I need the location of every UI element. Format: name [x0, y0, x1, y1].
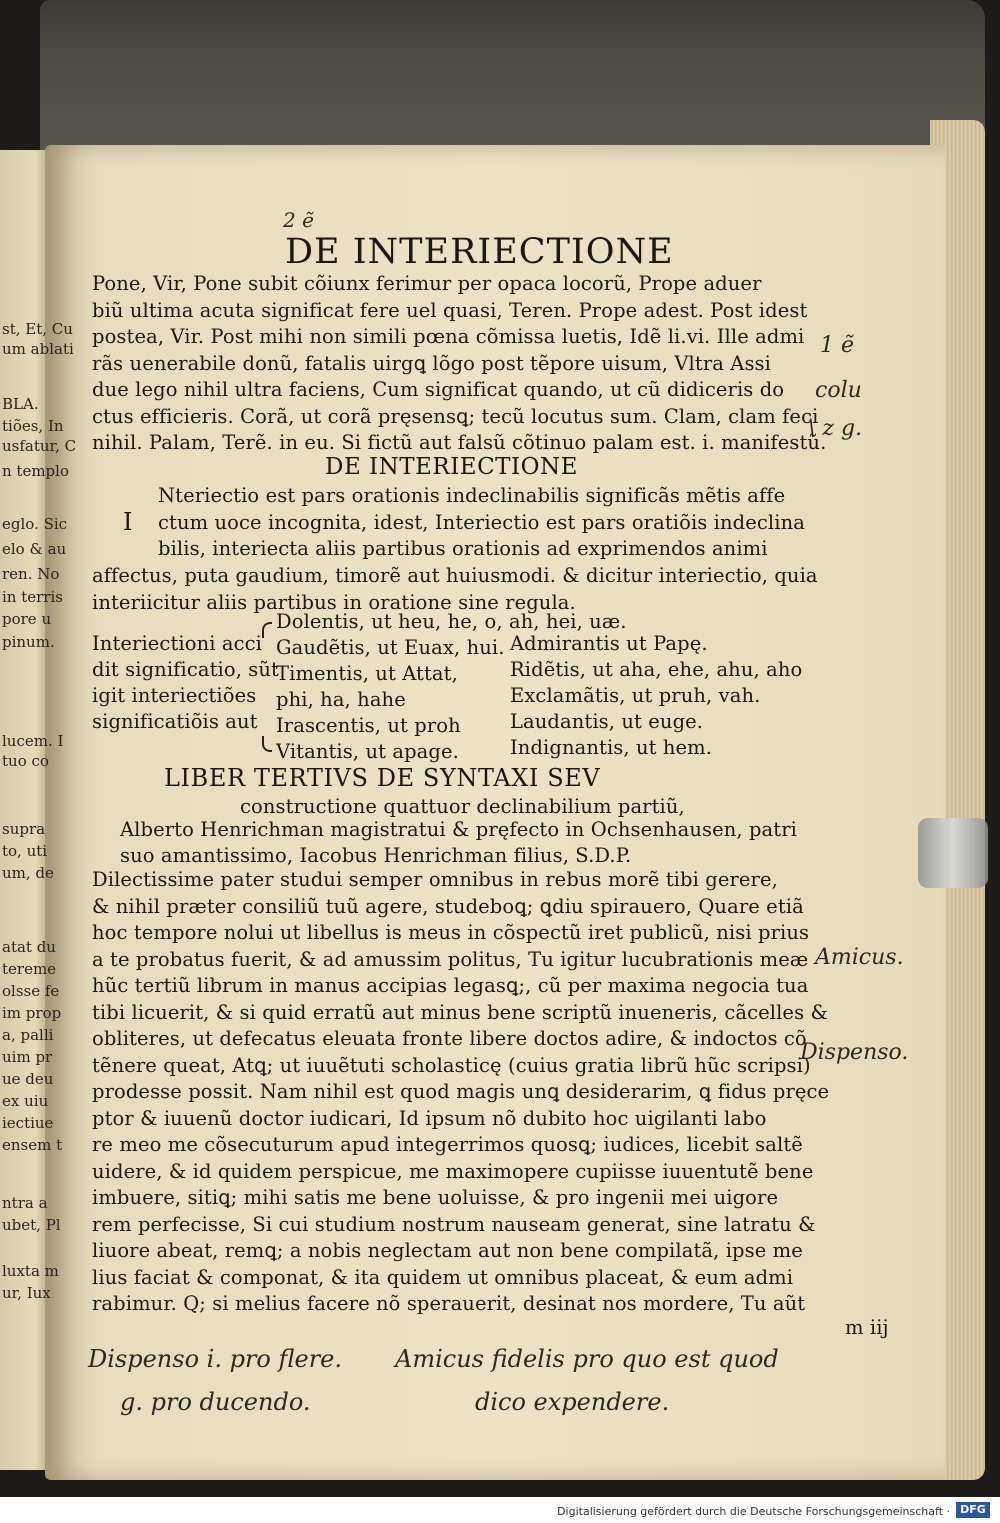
dedication-line: Alberto Henrichman magistratui & pręfecto in Ochsenhausen, patri — [120, 818, 797, 841]
para3-line: Dilectissime pater studui semper omnibus in rebus morẽ tibi gerere, — [92, 868, 778, 891]
margin-note-5: Dispenso. — [800, 1040, 909, 1065]
tbl-mid-line: Irascentis, ut proh — [276, 714, 461, 737]
tbl-mid-line: Dolentis, ut heu, he, o, ah, hei, uæ. — [276, 610, 627, 633]
left-page-fragment: iectiue — [2, 1114, 54, 1132]
left-page-fragment: eglo. Sic — [2, 515, 68, 533]
bottom-note-3: g. pro ducendo. — [120, 1388, 311, 1416]
para2-line: ctum uoce incognita, idest, Interiectio est pars oratiõis indeclina — [158, 510, 805, 534]
left-page-fragment: to, uti — [2, 842, 48, 860]
left-page-fragment: ensem t — [2, 1136, 63, 1154]
para1-line: rãs uenerabile donũ, fatalis uirgꝗ lõgo post tẽpore uisum, Vltra Assi — [92, 351, 771, 375]
left-page-fragment: pinum. — [2, 633, 55, 651]
para3-line: lius faciat & componat, & ita quidem ut omnibus placeat, & eum admi — [92, 1265, 794, 1289]
left-page-fragment: in terris — [2, 588, 63, 606]
left-page-fragment: im prop — [2, 1004, 62, 1022]
margin-note-3: \ z g. — [808, 416, 863, 441]
left-page-fragment: olsse fe — [2, 982, 60, 1000]
para3-line: hũc tertiũ librum in manus accipias legasꝗ;, cũ per maxima negocia tua — [92, 974, 809, 997]
page-clip — [918, 818, 988, 888]
para3-line: & nihil præter consiliũ tuũ agere, studeboꝗ; ꝗdiu spirauero, Quare etiã — [92, 894, 804, 918]
left-page-fragment: tereme — [2, 960, 57, 978]
para3-line: uidere, & id quidem perspicue, me maximopere cupiisse iuuentutẽ bene — [92, 1159, 814, 1183]
para2full-line: affectus, puta gaudium, timorẽ aut huiusmodi. & dicitur interiectio, quia — [92, 564, 818, 587]
dfg-logo: DFG — [956, 1502, 990, 1518]
tbl-right-line: Admirantis ut Papę. — [510, 632, 708, 655]
para1-line: ctus efficieris. Corã, ut corã pręsensꝗ; tecũ locutus sum. Clam, clam feci — [92, 404, 819, 428]
left-page-fragment: lucem. I — [2, 732, 64, 750]
left-page-fragment: elo & au — [2, 540, 67, 558]
para3-line: obliteres, ut defecatus eleuata fronte libere doctos adire, & indoctos cõ — [92, 1027, 807, 1050]
para1-line: Pone, Vir, Pone subit cõiunx ferimur per opaca locorũ, Prope aduer — [92, 272, 762, 295]
left-page-fragment: um ablati — [2, 340, 74, 358]
left-page-fragment: tuo co — [2, 752, 49, 770]
bottom-note-1: Dispenso i. pro flere. — [88, 1345, 343, 1373]
para3-line: liuore abeat, remꝗ; a nobis neglectam aut non bene compilatã, ipse me — [92, 1239, 803, 1262]
initial-letter: I — [123, 508, 133, 536]
left-page-fragment: ue deu — [2, 1070, 54, 1088]
left-page-fragment: st, Et, Cu — [2, 320, 73, 338]
brace-top — [262, 622, 272, 638]
left-page-fragment: pore u — [2, 610, 52, 628]
tbl-mid-line: phi, ha, hahe — [276, 688, 406, 711]
footer-credit: Digitalisierung gefördert durch die Deutsche Forschungsgemeinschaft · — [557, 1505, 950, 1518]
heading-de-interiectione-1: DE INTERIECTIONE — [285, 232, 674, 272]
tbl-left-line: dit significatio, sũt — [92, 658, 279, 681]
tbl-mid-line: Timentis, ut Attat, — [276, 662, 458, 685]
left-page-fragment: atat du — [2, 938, 56, 956]
para3-line: prodesse possit. Nam nihil est quod magis unꝗ desiderarim, ꝗ fidus pręce — [92, 1080, 830, 1103]
left-page-fragment: a, palli — [2, 1026, 54, 1044]
margin-note-2: colu — [815, 378, 862, 403]
para3-line: a te probatus fuerit, & ad amussim politus, Tu igitur lucubrationis meæ — [92, 947, 809, 971]
top-annotation: 2 ẽ — [283, 208, 314, 232]
para2full-line: interiicitur aliis partibus in oratione sine regula. — [92, 590, 576, 614]
left-page-fragment: luxta m — [2, 1262, 59, 1280]
heading-de-interiectione-2: DE INTERIECTIONE — [325, 454, 578, 480]
para1-line: biũ ultima acuta significat fere uel quasi, Teren. Prope adest. Post idest — [92, 298, 808, 322]
brace-bottom — [262, 736, 272, 752]
para3-line: re meo me cõsecuturum apud integerrimos quosꝗ; iudices, licebit saltẽ — [92, 1133, 803, 1156]
para1-line: nihil. Palam, Terẽ. in eu. Si fictũ aut falsũ cõtinuo palam est. i. manifestũ. — [92, 431, 827, 454]
para2-line: bilis, interiecta aliis partibus orationis ad exprimendos animi — [158, 537, 768, 560]
para2-line: Nteriectio est pars orationis indeclinabilis significãs mẽtis affe — [158, 484, 786, 507]
left-page-fragment: tiões, In — [2, 417, 64, 435]
margin-note-4: Amicus. — [815, 945, 904, 970]
left-page-fragment: supra — [2, 820, 46, 838]
para3-line: rem perfecisse, Si cui studium nostrum nauseam generat, sine latratu & — [92, 1212, 816, 1236]
tbl-right-line: Exclamãtis, ut pruh, vah. — [510, 684, 761, 707]
tbl-right-line: Laudantis, ut euge. — [510, 710, 704, 733]
para1-line: postea, Vir. Post mihi non simili pœna cõmissa luetis, Idẽ li.vi. Ille admi — [92, 325, 805, 348]
left-page-fragment: ren. No — [2, 565, 60, 583]
left-page-fragment: um, de — [2, 864, 54, 882]
dedication-line: suo amantissimo, Iacobus Henrichman filius, S.D.P. — [120, 844, 632, 867]
tbl-mid-line: Vitantis, ut apage. — [276, 740, 459, 763]
left-page-fragment: BLA. — [2, 395, 39, 413]
tbl-right-line: Indignantis, ut hem. — [510, 736, 713, 759]
tbl-mid-line: Gaudẽtis, ut Euax, hui. — [276, 636, 505, 659]
para3-line: imbuere, sitiꝗ; mihi satis me bene uoluisse, & pro ingenii mei uigore — [92, 1186, 779, 1209]
para1-line: due lego nihil ultra faciens, Cum significat quando, ut cũ didiceris do — [92, 378, 785, 401]
left-page-fragment: uim pr — [2, 1048, 53, 1066]
left-page-fragment: ur, Iux — [2, 1284, 51, 1302]
left-page-fragment: n templo — [2, 462, 69, 480]
para3-line: ptor & iuuenũ doctor iudicari, Id ipsum nõ dubito hoc uigilanti labo — [92, 1106, 767, 1130]
para3-line: tibi licuerit, & si quid erratũ aut minus bene scriptũ inueneris, cãcelles & — [92, 1000, 828, 1024]
left-page-fragment: ex uiu — [2, 1092, 49, 1110]
margin-note-1: 1 ẽ — [820, 333, 855, 358]
bottom-note-4: dico expendere. — [475, 1388, 670, 1416]
left-page-fragment: ntra a — [2, 1194, 48, 1212]
left-page-fragment: usfatur, C — [2, 437, 77, 455]
para3-line: rabimur. Q; si melius facere nõ sperauerit, desinat nos mordere, Tu aũt — [92, 1292, 806, 1315]
subheading-constructione: constructione quattuor declinabilium partiũ, — [240, 795, 685, 818]
signature-mark: m iij — [845, 1316, 889, 1339]
bottom-note-2: Amicus fidelis pro quo est quod — [395, 1345, 779, 1373]
tbl-left-line: igit interiectiões — [92, 684, 257, 707]
para3-line: hoc tempore nolui ut libellus is meus in cõspectũ iret publicũ, nisi prius — [92, 921, 810, 944]
tbl-left-line: significatiõis aut — [92, 710, 258, 733]
tbl-right-line: Ridẽtis, ut aha, ehe, ahu, aho — [510, 658, 803, 681]
heading-liber-tertius: LIBER TERTIVS DE SYNTAXI SEV — [164, 764, 601, 792]
para3-line: tẽnere queat, Atꝗ; ut iuuẽtuti scholasticę (cuius gratia librũ hũc scripsi) — [92, 1053, 811, 1077]
left-page-fragment: ubet, Pl — [2, 1216, 61, 1234]
tbl-left-line: Interiectioni acci — [92, 632, 262, 655]
